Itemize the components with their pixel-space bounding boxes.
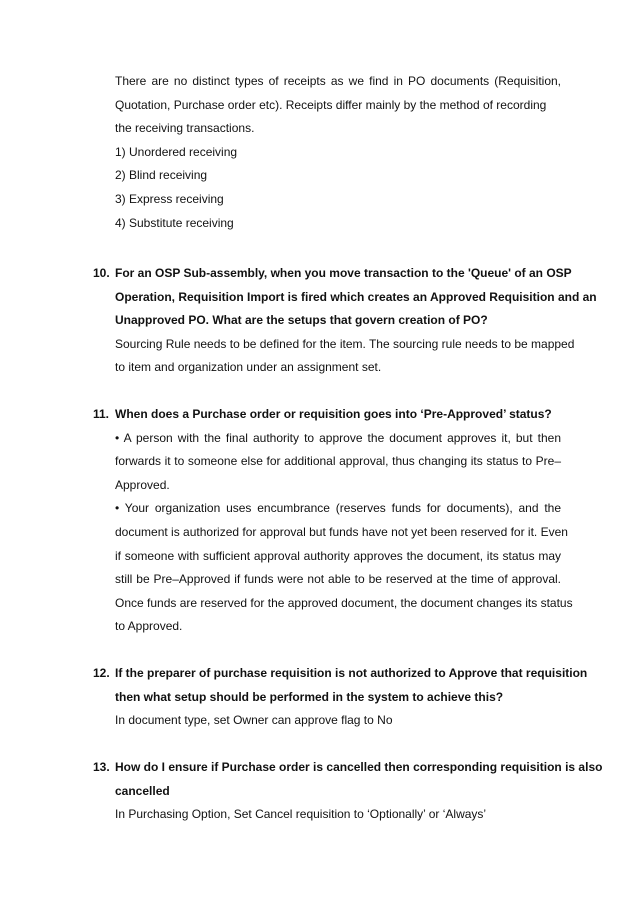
question-line: For an OSP Sub-assembly, when you move transaction to the 'Queue' of an OSP: [115, 266, 572, 280]
intro-line: There are no distinct types of receipts as we find in PO documents (Requisition,: [115, 74, 561, 88]
question-heading: [93, 262, 572, 286]
intro-list-item: 4) Substitute receiving: [115, 215, 234, 230]
question-10: [93, 262, 597, 380]
answer-line: document is authorized for approval but funds have not yet been reserved for it. Even: [115, 524, 568, 539]
answer-line: Once funds are reserved for the approved document, the document changes its status: [115, 595, 573, 610]
question-heading: [93, 756, 603, 780]
intro-line: the receiving transactions.: [115, 121, 255, 136]
question-line: When does a Purchase order or requisition goes into ‘Pre-Approved’ status?: [115, 407, 552, 421]
answer-line: forwards it to someone else for additional approval, thus changing its status to Pre–: [115, 454, 561, 469]
answer-line: In Purchasing Option, Set Cancel requisition to ‘Optionally’ or ‘Always’: [115, 807, 487, 822]
question-number: 13.: [93, 760, 110, 774]
question-heading: [93, 403, 561, 427]
intro-list-item: 2) Blind receiving: [115, 168, 208, 183]
question-12: [93, 662, 588, 733]
answer-line: still be Pre–Approved if funds were not able to be reserved at the time of approval.: [115, 572, 561, 587]
question-line: Unapproved PO. What are the setups that govern creation of PO?: [115, 313, 488, 328]
answer-line: to item and organization under an assignment set.: [115, 360, 382, 375]
question-number: 10.: [93, 266, 110, 280]
question-line: If the preparer of purchase requisition is not authorized to Approve that requisition: [115, 666, 588, 680]
answer-line: if someone with sufficient approval authority approves the document, its status may: [115, 548, 561, 563]
answer-line: • A person with the final authority to approve the document approves it, but then: [115, 430, 561, 445]
question-line: How do I ensure if Purchase order is cancelled then corresponding requisition is also: [115, 760, 603, 774]
answer-line: In document type, set Owner can approve flag to No: [115, 713, 393, 728]
intro-list-item: 3) Express receiving: [115, 191, 224, 206]
intro-list-item: 1) Unordered receiving: [115, 144, 238, 159]
question-13: [93, 756, 603, 827]
answer-line: Approved.: [115, 477, 170, 492]
question-number: 12.: [93, 666, 110, 680]
intro-paragraph: [115, 70, 561, 235]
question-line: cancelled: [115, 783, 170, 798]
question-11: [93, 403, 573, 639]
question-heading: [93, 662, 588, 686]
question-number: 11.: [93, 407, 110, 421]
question-line: then what setup should be performed in the system to achieve this?: [115, 689, 504, 704]
answer-line: Sourcing Rule needs to be defined for the item. The sourcing rule needs to be mapped: [115, 336, 575, 351]
answer-line: to Approved.: [115, 619, 183, 634]
intro-line: Quotation, Purchase order etc). Receipts differ mainly by the method of recording: [115, 97, 547, 112]
answer-line: • Your organization uses encumbrance (reserves funds for documents), and the: [115, 501, 561, 516]
question-line: Operation, Requisition Import is fired which creates an Approved Requisition and an: [115, 289, 597, 304]
